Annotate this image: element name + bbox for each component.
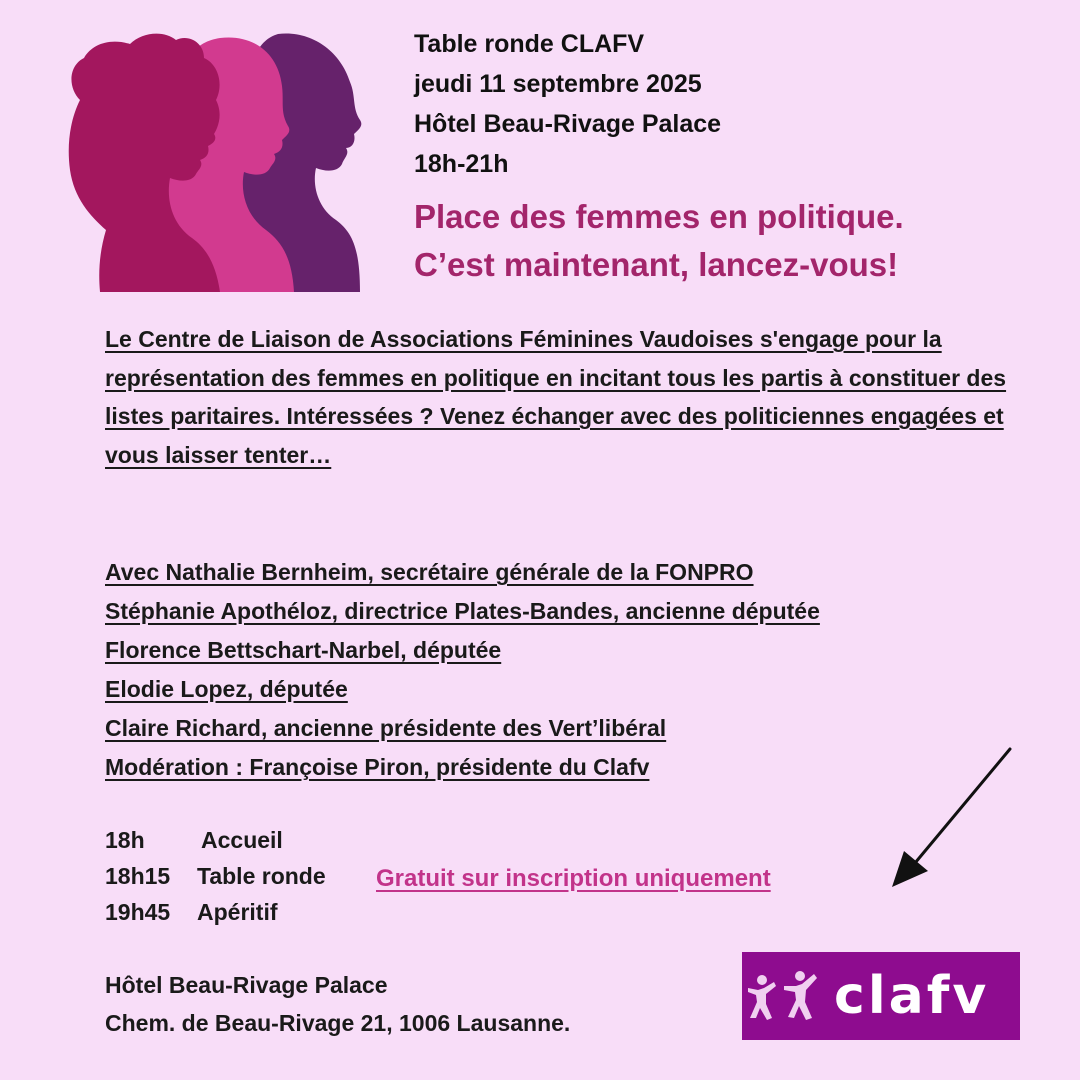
registration-link[interactable]: Gratuit sur inscription uniquement [376, 865, 771, 892]
headline-line-2: C’est maintenant, lancez-vous! [414, 246, 899, 283]
schedule [105, 822, 326, 930]
speaker-line: Claire Richard, ancienne présidente des Vert’libéral [105, 715, 667, 741]
schedule-time: 18h15 [105, 863, 171, 889]
speaker-line: Modération : Françoise Piron, présidente du Clafv [105, 754, 650, 780]
address-line-2: Chem. de Beau-Rivage 21, 1006 Lausanne. [105, 1010, 571, 1036]
event-hours: 18h-21h [414, 150, 509, 178]
speakers-list [105, 553, 820, 787]
speaker-line: Florence Bettschart-Narbel, députée [105, 637, 502, 663]
intro-paragraph [105, 320, 1035, 474]
clafv-logo [742, 952, 1020, 1040]
address-line-1: Hôtel Beau-Rivage Palace [105, 972, 388, 998]
schedule-label: Accueil [201, 827, 283, 853]
event-info [414, 24, 721, 184]
event-title: Table ronde CLAFV [414, 30, 645, 58]
schedule-label: Apéritif [197, 899, 278, 925]
speaker-line: Avec Nathalie Bernheim, secrétaire générale de la FONPRO [105, 559, 754, 585]
people-figures-icon [744, 968, 828, 1024]
schedule-row [105, 858, 326, 894]
women-silhouettes-icon [60, 30, 370, 292]
schedule-time: 19h45 [105, 899, 171, 925]
speaker-line: Elodie Lopez, députée [105, 676, 348, 702]
intro-text: Le Centre de Liaison de Associations Féminines Vaudoises s'engage pour la représentation des femmes en politique en incitant tous les partis à constituer des listes paritaires. Intéressées ? Venez échanger avec des politiciennes engagées et vous laisser tenter… [105, 326, 1007, 468]
schedule-row [105, 822, 326, 858]
schedule-row [105, 894, 326, 930]
speaker-line: Stéphanie Apothéloz, directrice Plates-Bandes, ancienne députée [105, 598, 820, 624]
headline-line-1: Place des femmes en politique. [414, 198, 904, 235]
event-date: jeudi 11 septembre 2025 [414, 70, 702, 98]
arrow-icon [880, 745, 1020, 895]
address [105, 966, 570, 1042]
logo-text: clafv [834, 966, 990, 1026]
event-venue: Hôtel Beau-Rivage Palace [414, 110, 722, 138]
schedule-label: Table ronde [197, 863, 326, 889]
headline [414, 193, 904, 289]
schedule-time: 18h [105, 827, 145, 853]
